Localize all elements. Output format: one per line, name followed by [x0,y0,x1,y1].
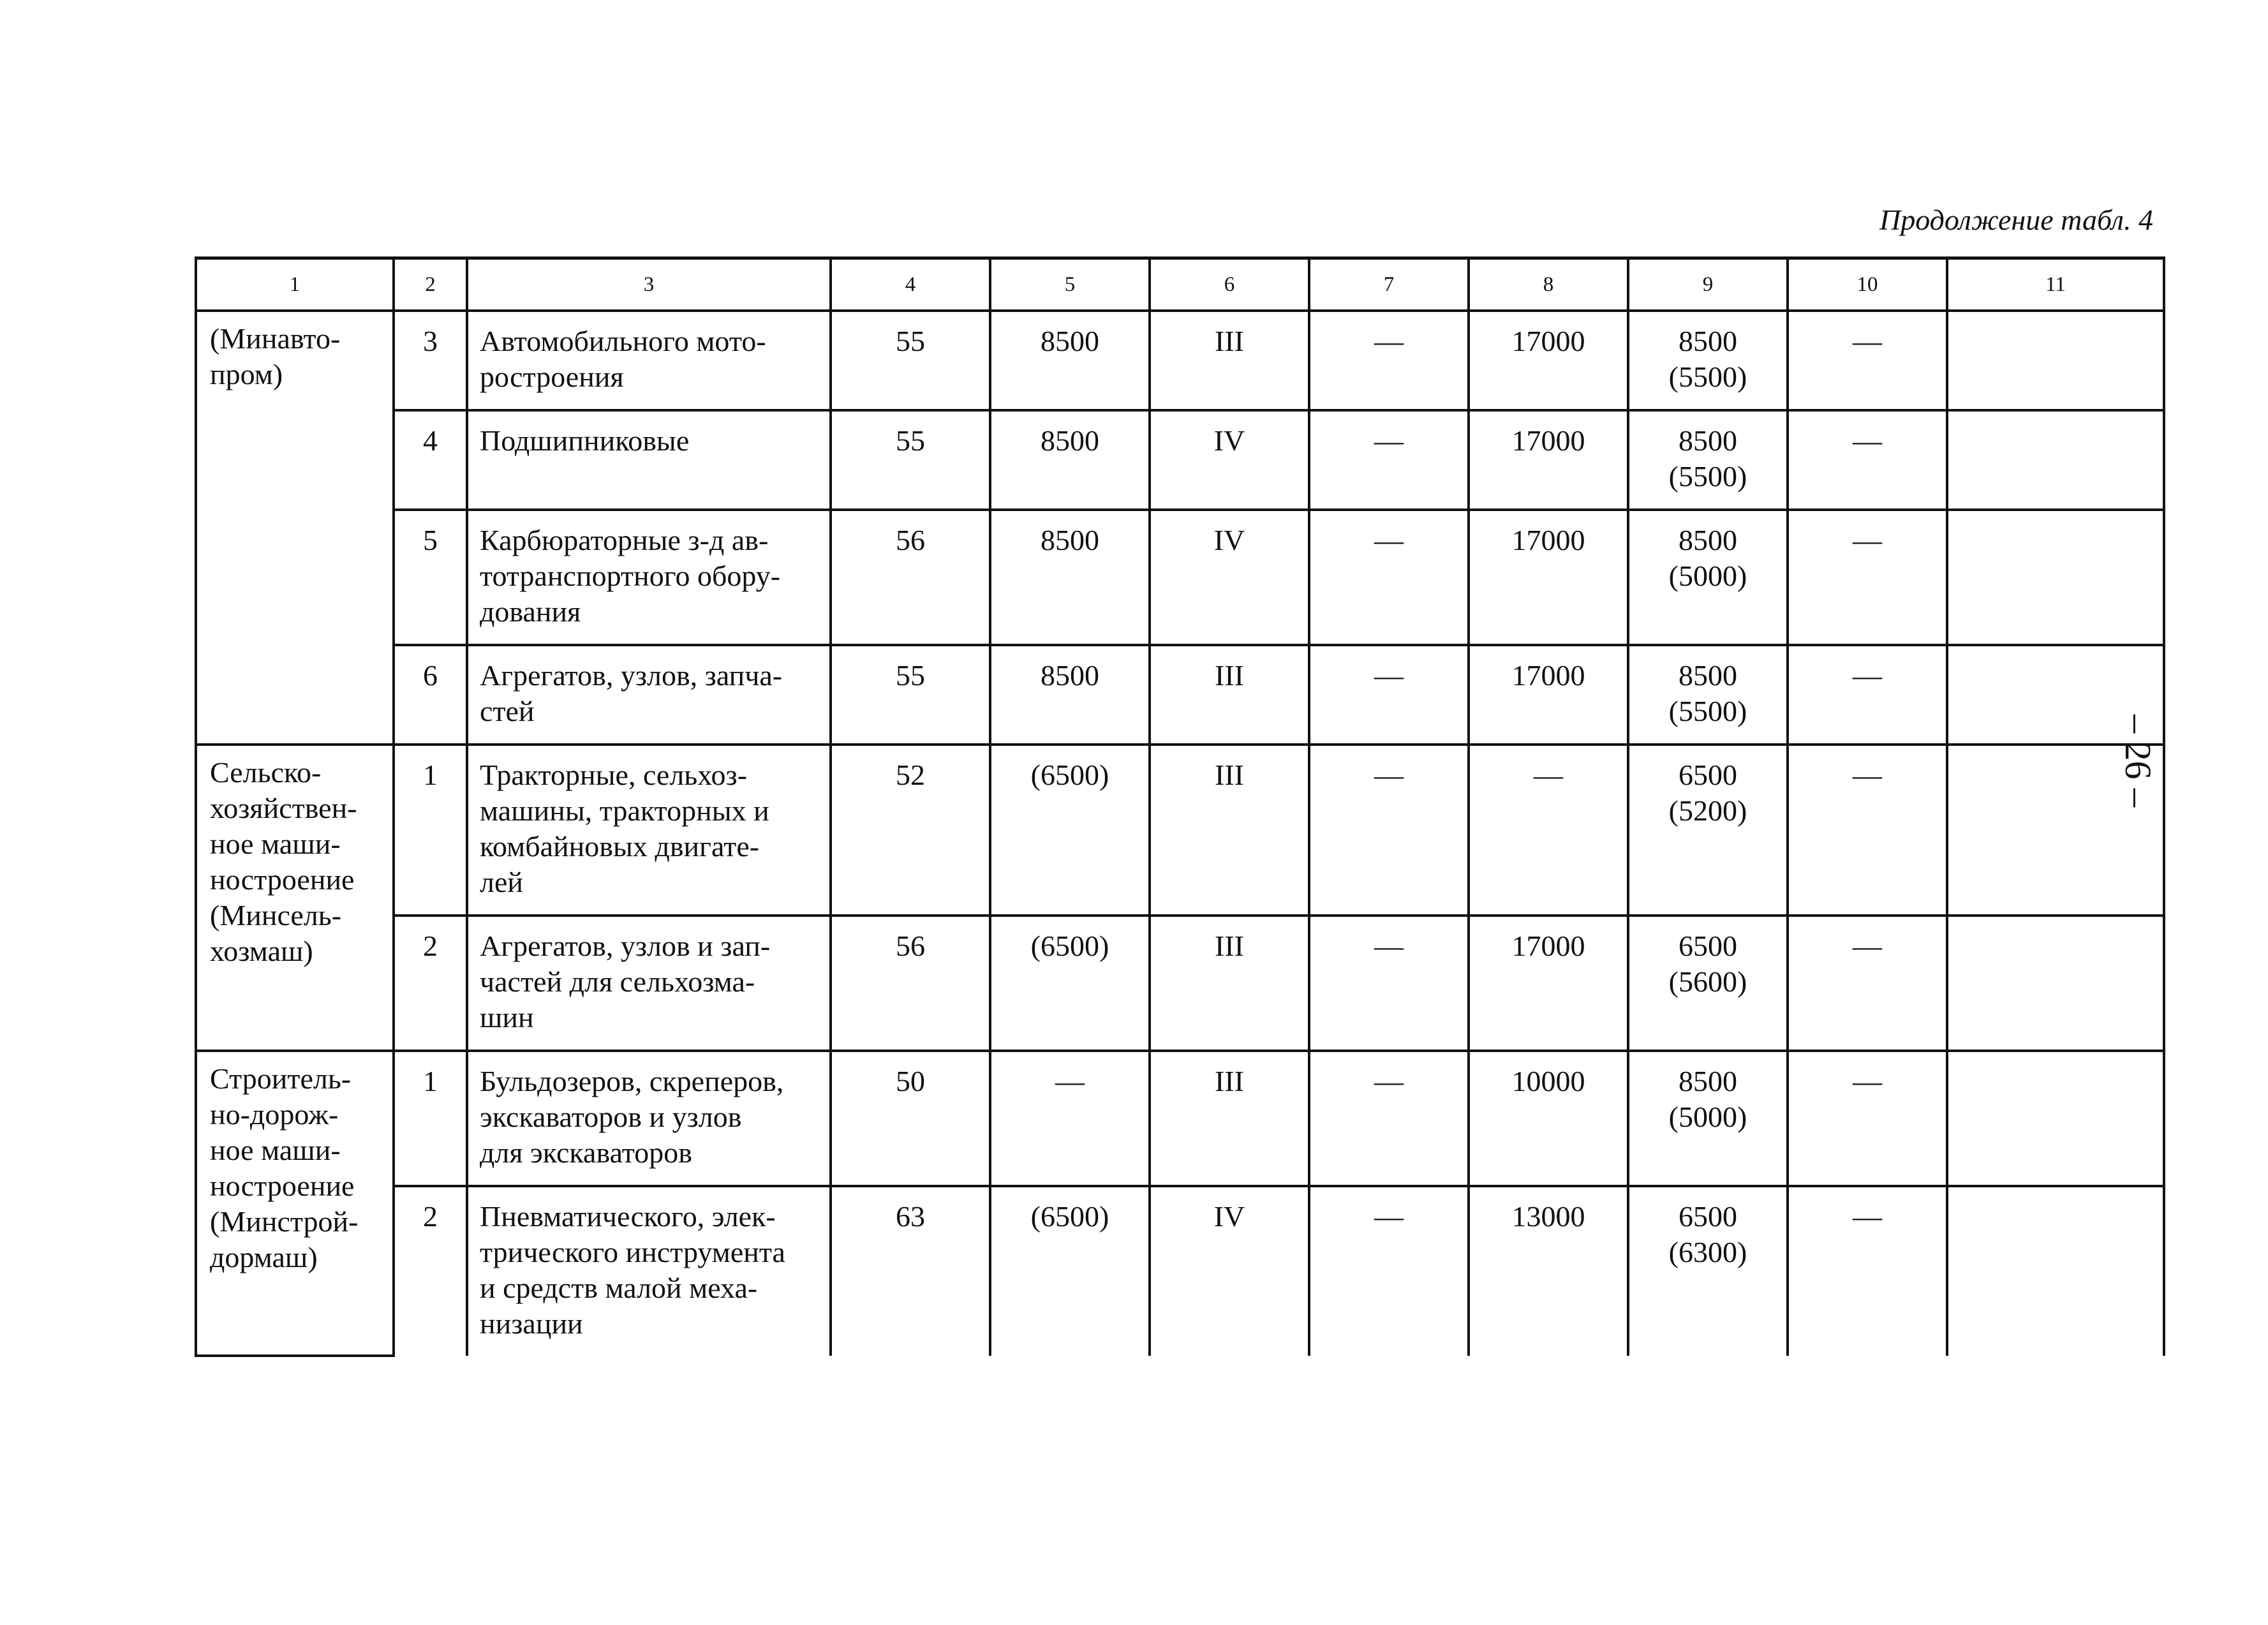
cell: 17000 [1469,410,1628,510]
cell [1947,410,2164,510]
column-header: 2 [394,258,467,311]
column-header: 4 [831,258,990,311]
enterprise-type: Тракторные, сельхоз- машины, тракторных и комбайновых двигате- лей [467,745,831,916]
column-header: 10 [1788,258,1947,311]
table-row [196,510,2164,645]
cell: 55 [831,410,990,510]
cell: 10000 [1469,1051,1628,1186]
table-caption: Продолжение табл. 4 [1879,204,2153,236]
row-number: 1 [394,745,467,916]
column-header: 3 [467,258,831,311]
enterprise-type: Бульдозеров, скреперов, экскаваторов и узлов для экскаваторов [467,1051,831,1186]
cell: 56 [831,916,990,1051]
cell: — [1309,916,1469,1051]
row-number: 1 [394,1051,467,1186]
cell [1947,916,2164,1051]
cell: 8500 [990,510,1150,645]
enterprise-type: Карбюраторные з-д ав- тотранспортного обору- дования [467,510,831,645]
cell [1947,1186,2164,1356]
table-row [196,745,2164,916]
industry-cell: Сельско- хозяйствен- ное маши- ностроение (Минсель- хозмаш) [196,745,394,1051]
cell-col9: 6500 (6300) [1628,1186,1788,1356]
cell: IV [1150,1186,1309,1356]
cell: — [1309,1186,1469,1356]
cell [1947,645,2164,745]
table-row [196,916,2164,1051]
table-row [196,1051,2164,1186]
cell: — [1309,410,1469,510]
cell: — [1788,410,1947,510]
cell-col9: 8500 (5000) [1628,510,1788,645]
column-header: 5 [990,258,1150,311]
row-number: 6 [394,645,467,745]
cell-col9: 6500 (5200) [1628,745,1788,916]
cell [1947,510,2164,645]
cell: — [1469,745,1628,916]
column-header: 1 [196,258,394,311]
enterprise-type: Агрегатов, узлов и зап- частей для сельхозма- шин [467,916,831,1051]
cell: 8500 [990,311,1150,410]
cell: 17000 [1469,510,1628,645]
cell: 52 [831,745,990,916]
cell: III [1150,916,1309,1051]
cell: — [1309,745,1469,916]
cell: 63 [831,1186,990,1356]
table-row [196,311,2164,410]
table-row [196,645,2164,745]
cell: IV [1150,410,1309,510]
cell: (6500) [990,916,1150,1051]
cell-col9: 8500 (5500) [1628,410,1788,510]
row-number: 2 [394,916,467,1051]
industry-cell: Строитель- но-дорож- ное маши- ностроение (Минстрой- дормаш) [196,1051,394,1356]
industry-cell: (Минавто- пром) [196,311,394,745]
cell: — [1788,311,1947,410]
cell: 50 [831,1051,990,1186]
cell: 8500 [990,410,1150,510]
cell: — [990,1051,1150,1186]
cell: — [1309,510,1469,645]
row-number: 5 [394,510,467,645]
cell: (6500) [990,1186,1150,1356]
cell: 8500 [990,645,1150,745]
cell-col9: 6500 (5600) [1628,916,1788,1051]
cell: — [1309,645,1469,745]
cell: — [1788,1186,1947,1356]
column-number-header [196,258,2164,311]
cell: III [1150,645,1309,745]
row-number: 3 [394,311,467,410]
cell-col9: 8500 (5500) [1628,645,1788,745]
cell-col9: 8500 (5500) [1628,311,1788,410]
page-number: – 26 – [2117,715,2159,807]
cell: (6500) [990,745,1150,916]
cell: — [1788,916,1947,1051]
cell-col9: 8500 (5000) [1628,1051,1788,1186]
cell: 17000 [1469,645,1628,745]
table-row [196,1186,2164,1356]
cell: 55 [831,645,990,745]
cell [1947,311,2164,410]
column-header: 8 [1469,258,1628,311]
cell: 56 [831,510,990,645]
cell: — [1309,311,1469,410]
data-table [195,256,2165,1357]
cell: 13000 [1469,1186,1628,1356]
cell: IV [1150,510,1309,645]
column-header: 11 [1947,258,2164,311]
row-number: 2 [394,1186,467,1356]
row-number: 4 [394,410,467,510]
cell: — [1309,1051,1469,1186]
cell [1947,1051,2164,1186]
enterprise-type: Агрегатов, узлов, запча- стей [467,645,831,745]
cell: — [1788,745,1947,916]
column-header: 7 [1309,258,1469,311]
column-header: 9 [1628,258,1788,311]
cell: — [1788,1051,1947,1186]
cell: III [1150,311,1309,410]
cell: 17000 [1469,311,1628,410]
enterprise-type: Автомобильного мото- ростроения [467,311,831,410]
table-row [196,410,2164,510]
cell: 55 [831,311,990,410]
cell: — [1788,645,1947,745]
cell [1947,745,2164,916]
enterprise-type: Пневматического, элек- трического инструмента и средств малой меха- низации [467,1186,831,1356]
column-header: 6 [1150,258,1309,311]
cell: — [1788,510,1947,645]
cell: III [1150,1051,1309,1186]
cell: III [1150,745,1309,916]
cell: 17000 [1469,916,1628,1051]
enterprise-type: Подшипниковые [467,410,831,510]
